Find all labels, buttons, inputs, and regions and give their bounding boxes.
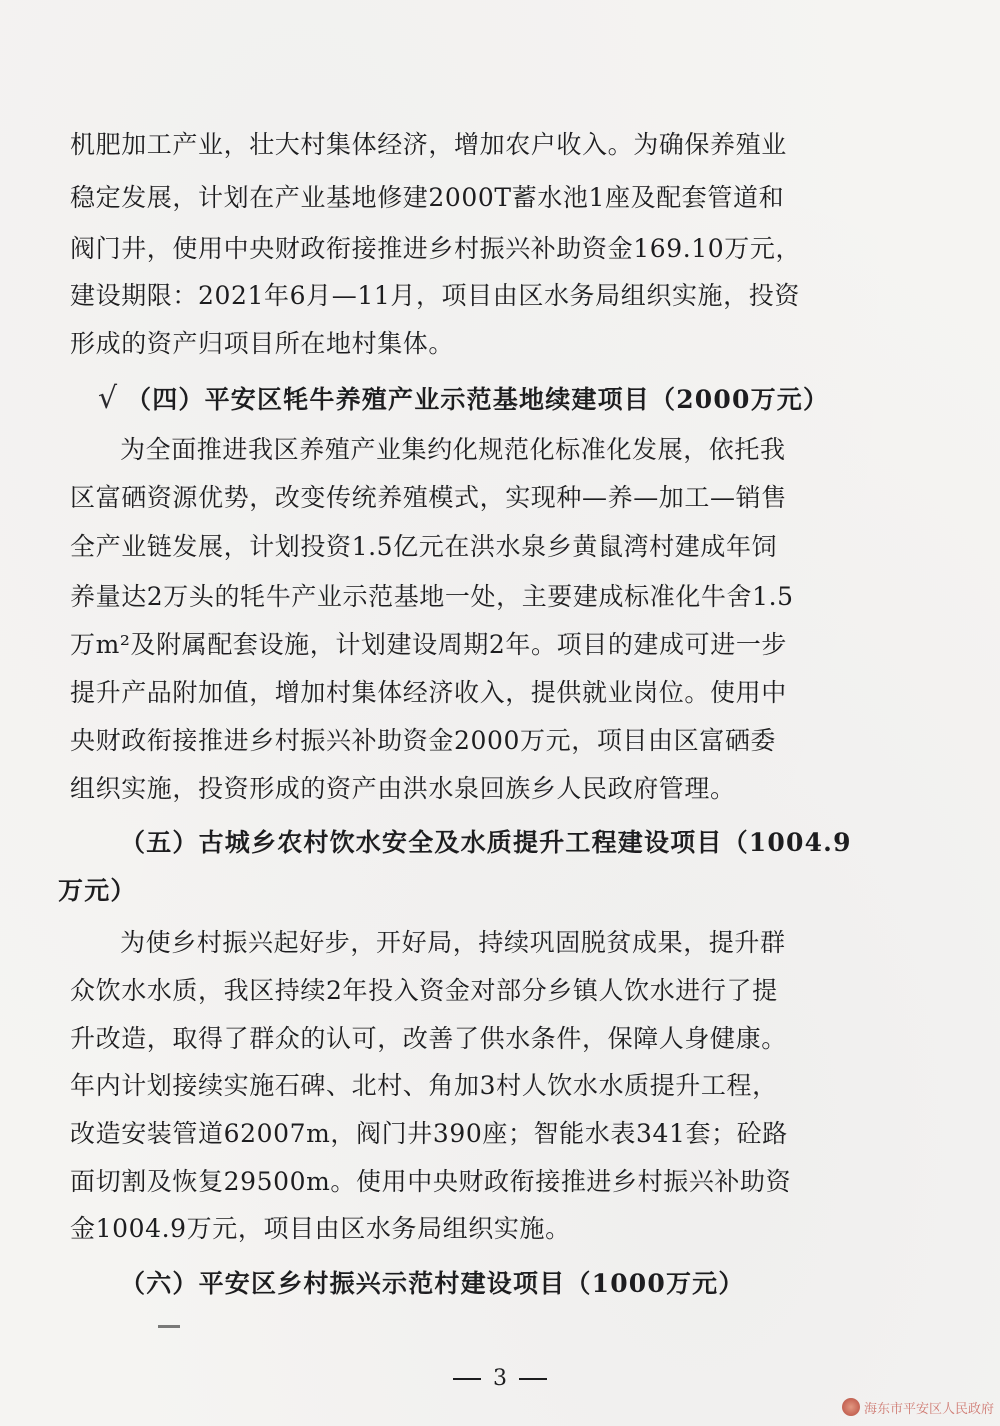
section-heading-4: （四）平安区牦牛养殖产业示范基地续建项目（2000万元）: [126, 385, 830, 414]
body-line-17: 为使乡村振兴起好步，开好局，持续巩固脱贫成果，提升群: [120, 928, 786, 957]
body-line-3: 阀门井，使用中央财政衔接推进乡村振兴补助资金169.10万元，: [70, 234, 802, 263]
dash-right: [519, 1378, 547, 1380]
body-line-18: 众饮水水质，我区持续2年投入资金对部分乡镇人饮水进行了提: [70, 976, 778, 1005]
body-line-14: 组织实施，投资形成的资产由洪水泉回族乡人民政府管理。: [70, 774, 736, 803]
body-line-4: 建设期限：2021年6月—11月，项目由区水务局组织实施，投资: [70, 281, 800, 310]
dash-left: [453, 1378, 481, 1380]
body-line-11: 万m²及附属配套设施，计划建设周期2年。项目的建成可进一步: [70, 630, 788, 659]
body-line-13: 央财政衔接推进乡村振兴补助资金2000万元，项目由区富硒委: [70, 726, 777, 755]
section-heading-5: （五）古城乡农村饮水安全及水质提升工程建设项目（1004.9: [120, 828, 852, 857]
emblem-icon: [842, 1398, 860, 1416]
body-line-22: 面切割及恢复29500m。使用中央财政衔接推进乡村振兴补助资: [70, 1167, 792, 1196]
body-line-20: 年内计划接续实施石碑、北村、角加3村人饮水水质提升工程，: [70, 1071, 778, 1100]
section-heading-6: （六）平安区乡村振兴示范村建设项目（1000万元）: [120, 1269, 745, 1298]
body-line-7: 为全面推进我区养殖产业集约化规范化标准化发展，依托我: [120, 435, 786, 464]
body-line-21: 改造安装管道62007m，阀门井390座；智能水表341套；砼路: [70, 1119, 788, 1148]
body-line-23: 金1004.9万元，项目由区水务局组织实施。: [70, 1214, 571, 1243]
body-line-8: 区富硒资源优势，改变传统养殖模式，实现种—养—加工—销售: [70, 483, 787, 512]
ink-mark: [158, 1325, 180, 1328]
body-line-9: 全产业链发展，计划投资1.5亿元在洪水泉乡黄鼠湾村建成年饲: [70, 532, 778, 561]
body-line-2: 稳定发展，计划在产业基地修建2000T蓄水池1座及配套管道和: [70, 183, 785, 212]
body-line-5: 形成的资产归项目所在地村集体。: [70, 329, 455, 358]
watermark-stamp: [842, 1396, 994, 1418]
section-heading-5-cont: 万元）: [58, 876, 137, 905]
check-mark-icon: √: [98, 381, 118, 416]
body-line-1: 机肥加工产业，壮大村集体经济，增加农户收入。为确保养殖业: [70, 130, 787, 159]
body-line-19: 升改造，取得了群众的认可，改善了供水条件，保障人身健康。: [70, 1024, 787, 1053]
watermark-text: 海东市平安区人民政府: [863, 1401, 994, 1417]
body-line-12: 提升产品附加值，增加村集体经济收入，提供就业岗位。使用中: [70, 678, 787, 707]
body-line-10: 养量达2万头的牦牛产业示范基地一处，主要建成标准化牛舍1.5: [70, 582, 794, 611]
page-number-value: 3: [493, 1366, 507, 1391]
page-number: [0, 1364, 1000, 1394]
